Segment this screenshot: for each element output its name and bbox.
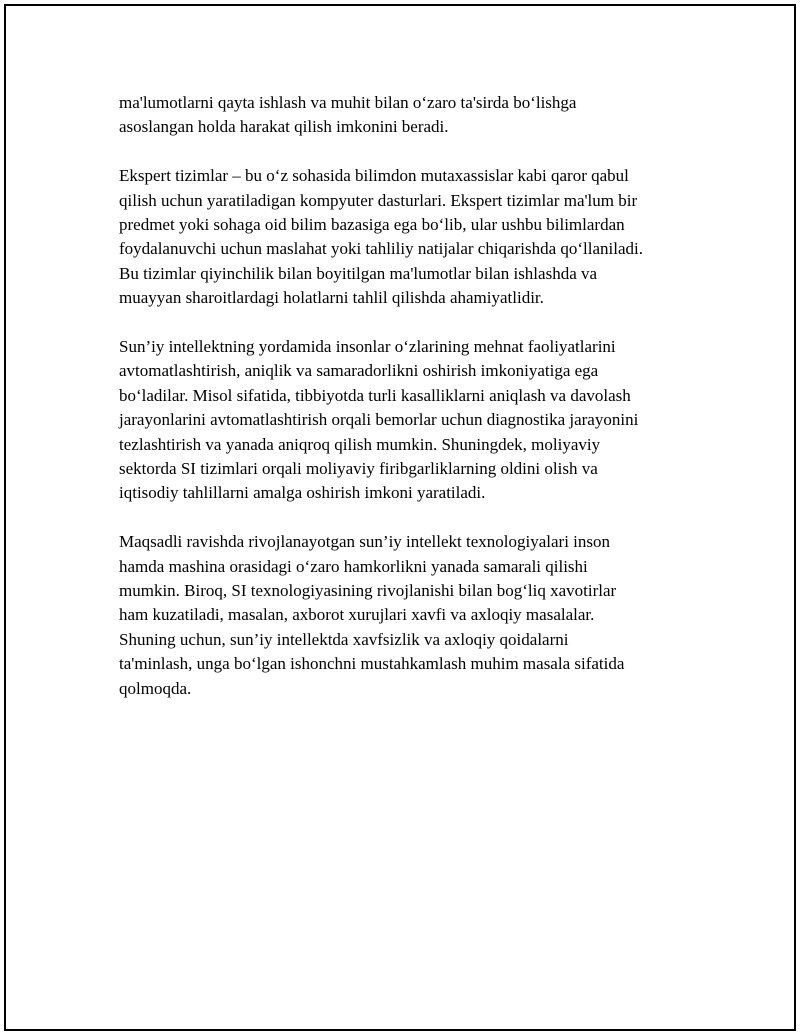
paragraph-1: ma'lumotlarni qayta ishlash va muhit bilan oʻzaro ta'sirda boʻlishga asoslangan holda harakat qilish imkonini beradi. bbox=[119, 93, 577, 137]
paragraph-2: Ekspert tizimlar – bu oʻz sohasida bilimdon mutaxassislar kabi qaror qabul qilish uchun yaratiladigan kompyuter dasturlari. Ekspert tizimlar ma'lum bir predmet yoki sohaga oid bilim bazasiga ega boʻlib, ular ushbu bilimlardan foydalanuvchi uchun maslahat yoki tahliliy natijalar chiqarishda qoʻllaniladi. Bu tizimlar qiyinchilik bilan boyitilgan ma'lumotlar bilan ishlashda va muayyan sharoitlardagi holatlarni tahlil qilishda ahamiyatlidir. bbox=[119, 166, 644, 308]
document-body bbox=[119, 91, 689, 726]
paragraph-3: Sun’iy intellektning yordamida insonlar oʻzlarining mehnat faoliyatlarini avtomatlashtirish, aniqlik va samaradorlikni oshirish imkoniyatiga ega boʻladilar. Misol sifatida, tibbiyotda turli kasalliklarni aniqlash va davolash jarayonlarini avtomatlashtirish orqali bemorlar uchun diagnostika jarayonini tezlashtirish va yanada aniqroq qilish mumkin. Shuningdek, moliyaviy sektorda SI tizimlari orqali moliyaviy firibgarliklarning oldini olish va iqtisodiy tahlillarni amalga oshirish imkoni yaratiladi. bbox=[119, 337, 639, 503]
paragraph-4: Maqsadli ravishda rivojlanayotgan sun’iy intellekt texnologiyalari inson hamda mashina orasidagi oʻzaro hamkorlikni yanada samarali qilishi mumkin. Biroq, SI texnologiyasining rivojlanishi bilan bogʻliq xavotirlar ham kuzatiladi, masalan, axborot xurujlari xavfi va axloqiy masalalar. Shuning uchun, sun’iy intellektda xavfsizlik va axloqiy qoidalarni ta'minlash, unga boʻlgan ishonchni mustahkamlash muhim masala sifatida qolmoqda. bbox=[119, 532, 625, 698]
